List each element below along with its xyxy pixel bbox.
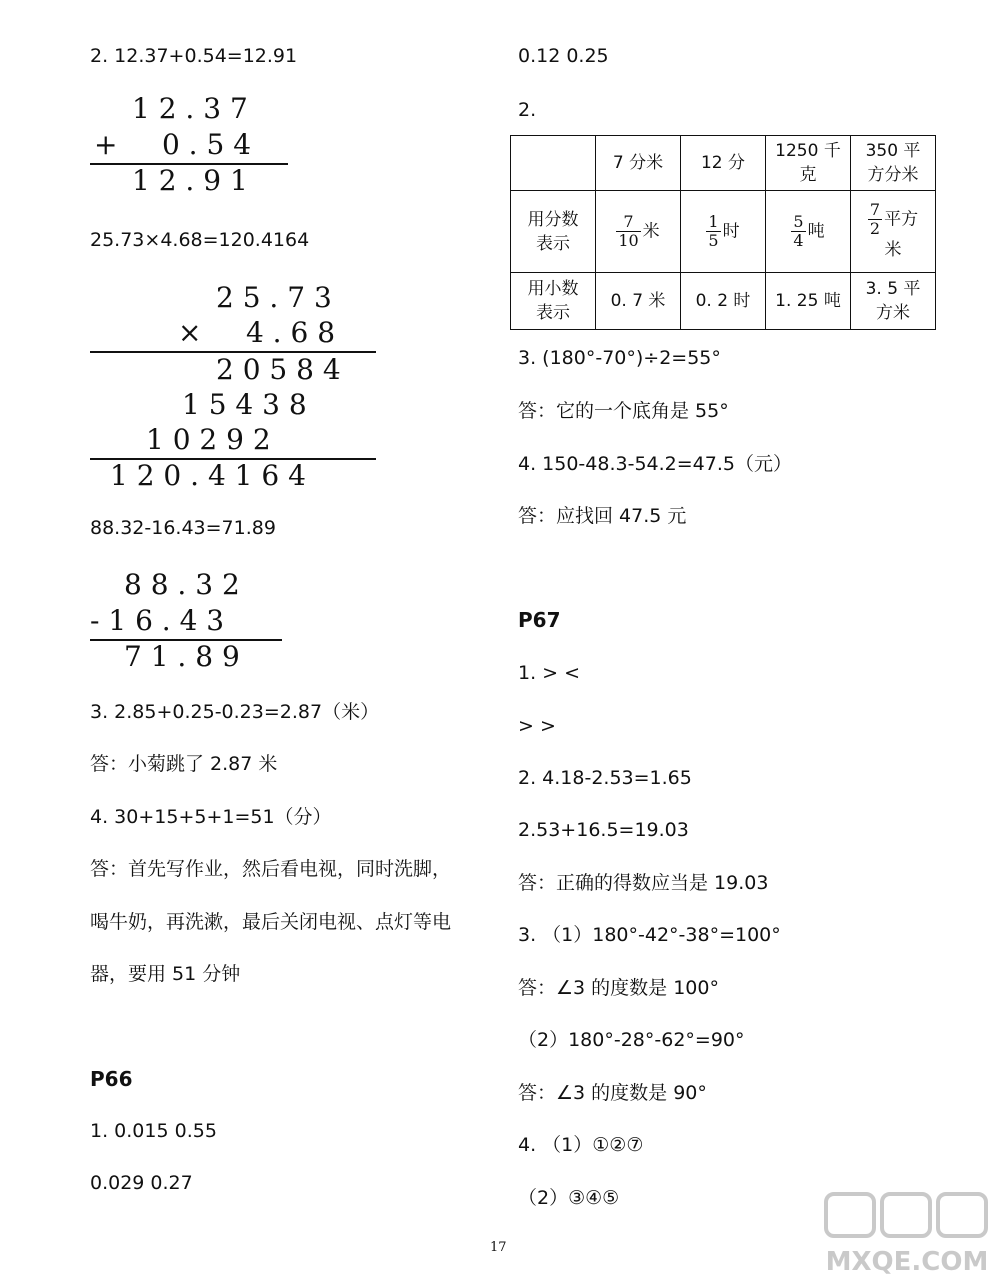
p67-q3-equation-2: （2）180°-28°-62°=90° bbox=[518, 1029, 745, 1051]
fraction: $\frac{5}{4}$ bbox=[793, 212, 804, 250]
p67-q2-equation-2: 2.53+16.5=19.03 bbox=[518, 819, 689, 841]
table-header-cell: 7 分米 bbox=[596, 136, 681, 191]
p67-q1-line-2: > > bbox=[518, 715, 556, 737]
p67-q2-equation-1: 2. 4.18-2.53=1.65 bbox=[518, 767, 692, 789]
table-cell-decimal: 1. 25 吨 bbox=[766, 273, 851, 330]
q3-answer: 答：小菊跳了 2.87 米 bbox=[90, 753, 278, 775]
vcalc-row: 2 0 5 8 4 bbox=[216, 353, 341, 386]
vcalc-row: 2 5 . 7 3 bbox=[216, 281, 332, 314]
vcalc-row: 1 0 2 9 2 bbox=[146, 423, 271, 456]
table-cell-fraction: $\frac{7}{2}$ 平方 米 bbox=[851, 191, 936, 273]
svg-text:MXQE.COM: MXQE.COM bbox=[825, 1247, 989, 1277]
p66-q1-line-3: 0.12 0.25 bbox=[518, 45, 609, 67]
table-row-label: 用小数 表示 bbox=[511, 273, 596, 330]
fraction: $\frac{7}{10}$ bbox=[618, 212, 639, 250]
q4-answer-right: 答：应找回 47.5 元 bbox=[518, 505, 687, 527]
p67-q4-line-1: 4. （1）①②⑦ bbox=[518, 1134, 644, 1156]
vcalc-row: 1 5 4 3 8 bbox=[182, 388, 307, 421]
table-header-cell: 12 分 bbox=[681, 136, 766, 191]
table-cell-decimal: 3. 5 平 方米 bbox=[851, 273, 936, 330]
section-heading-p67: P67 bbox=[518, 608, 561, 632]
fraction: $\frac{1}{5}$ bbox=[708, 212, 719, 250]
table-row-label: 用分数 表示 bbox=[511, 191, 596, 273]
vcalc-row: 1 2 . 3 7 bbox=[132, 92, 248, 125]
table-cell-fraction: $\frac{7}{10}$ 米 bbox=[596, 191, 681, 273]
vcalc-row: 1 2 . 9 1 bbox=[132, 164, 248, 197]
p67-q4-line-2: （2）③④⑤ bbox=[518, 1187, 620, 1209]
q4-equation: 4. 30+15+5+1=51（分） bbox=[90, 806, 332, 828]
q4-answer-line-2: 喝牛奶，再洗漱，最后关闭电视、点灯等电 bbox=[90, 911, 452, 933]
vcalc-row: + 0 . 5 4 bbox=[94, 128, 252, 161]
table-cell-fraction: $\frac{5}{4}$ 吨 bbox=[766, 191, 851, 273]
q4-answer-line-1: 答：首先写作业，然后看电视，同时洗脚， bbox=[90, 858, 452, 880]
table-cell-decimal: 0. 7 米 bbox=[596, 273, 681, 330]
q2-equation-1: 2. 12.37+0.54=12.91 bbox=[90, 45, 298, 67]
q2-equation-2: 25.73×4.68=120.4164 bbox=[90, 229, 310, 251]
table-corner-cell bbox=[511, 136, 596, 191]
table-header-cell: 350 平 方分米 bbox=[851, 136, 936, 191]
conversion-table bbox=[510, 135, 936, 330]
table-cell-fraction: $\frac{1}{5}$ 时 bbox=[681, 191, 766, 273]
p66-q1-line-2: 0.029 0.27 bbox=[90, 1172, 193, 1194]
q3-answer-right: 答：它的一个底角是 55° bbox=[518, 400, 729, 422]
p67-q3-answer-2: 答：∠3 的度数是 90° bbox=[518, 1082, 707, 1104]
watermark-logo bbox=[822, 1190, 992, 1280]
p66-q1-line-1: 1. 0.015 0.55 bbox=[90, 1120, 217, 1142]
fraction: $\frac{7}{2}$ bbox=[869, 200, 881, 238]
p67-q3-equation-1: 3. （1）180°-42°-38°=100° bbox=[518, 924, 781, 946]
table-cell-decimal: 0. 2 时 bbox=[681, 273, 766, 330]
table-header-cell: 1250 千 克 bbox=[766, 136, 851, 191]
vcalc-row: 8 8 . 3 2 bbox=[124, 568, 240, 601]
q3-equation-right: 3. (180°-70°)÷2=55° bbox=[518, 347, 721, 369]
p67-q1-line-1: 1. > < bbox=[518, 662, 581, 684]
section-heading-p66: P66 bbox=[90, 1067, 133, 1091]
q2-label: 2. bbox=[518, 99, 537, 121]
vcalc-row: 1 2 0 . 4 1 6 4 bbox=[110, 459, 306, 492]
vcalc-row: - 1 6 . 4 3 bbox=[90, 604, 225, 637]
p67-q3-answer-1: 答：∠3 的度数是 100° bbox=[518, 977, 719, 999]
q4-equation-right: 4. 150-48.3-54.2=47.5（元） bbox=[518, 453, 792, 475]
vcalc-row: 7 1 . 8 9 bbox=[124, 640, 240, 673]
p67-q2-answer: 答：正确的得数应当是 19.03 bbox=[518, 872, 769, 894]
page-number: 17 bbox=[490, 1240, 507, 1255]
vcalc-row: × 4 . 6 8 bbox=[178, 316, 336, 349]
q4-answer-line-3: 器，要用 51 分钟 bbox=[90, 963, 241, 985]
q2-equation-3: 88.32-16.43=71.89 bbox=[90, 517, 276, 539]
q3-equation: 3. 2.85+0.25-0.23=2.87（米） bbox=[90, 701, 380, 723]
